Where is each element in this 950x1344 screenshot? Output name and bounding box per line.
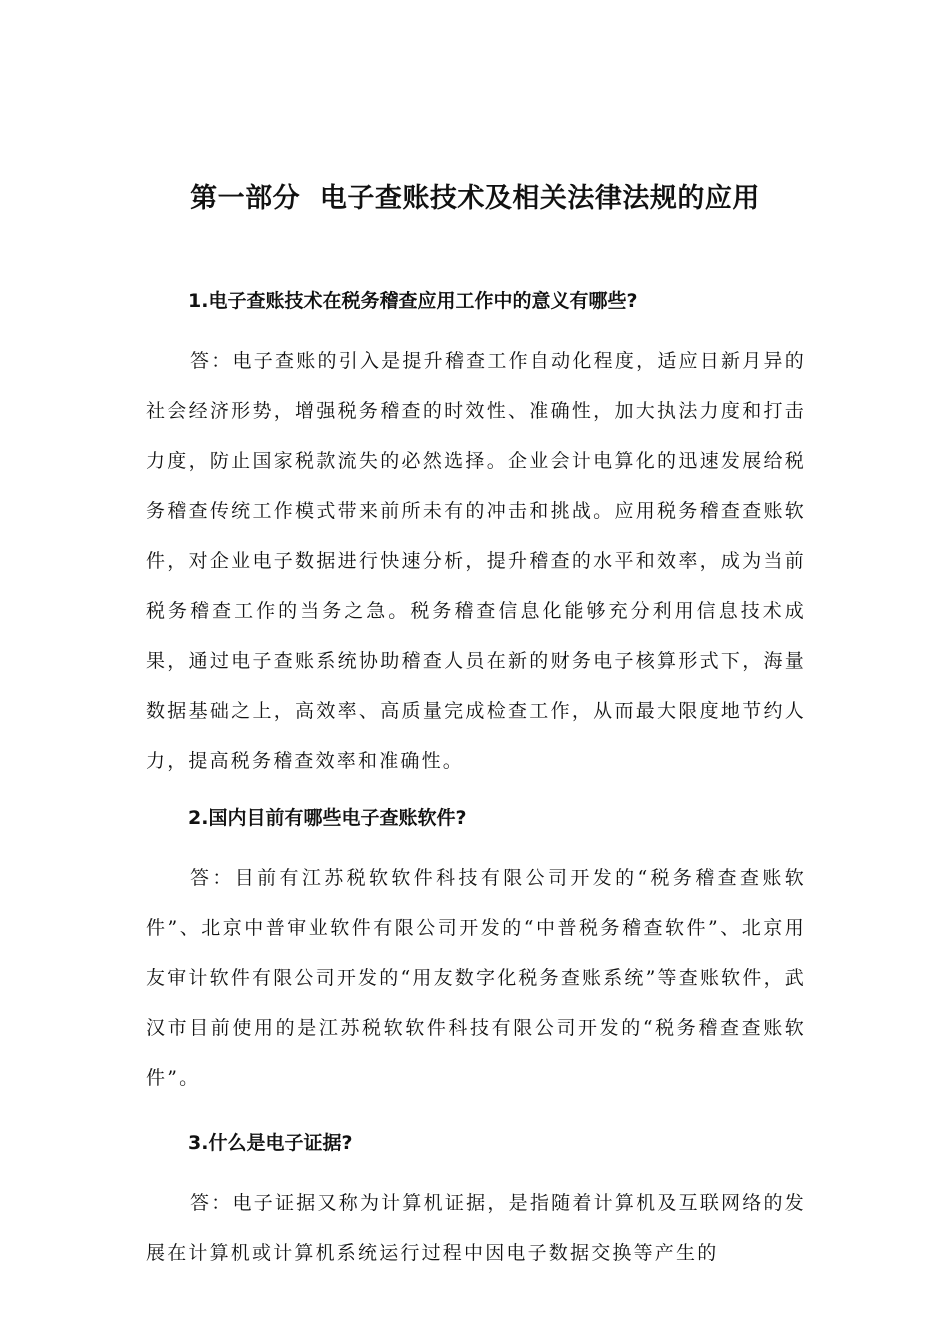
answer-2: 答：目前有江苏税软软件科技有限公司开发的“税务稽查查账软件”、北京中普审业软件有限公司开发的“中普税务稽查软件”、北京用友审计软件有限公司开发的“用友数字化税务查账系统”等查账软件，武汉市目前使用的是江苏税软软件科技有限公司开发的“税务稽查查账软件”。 — [146, 867, 806, 1089]
answer-1: 答：电子查账的引入是提升稽查工作自动化程度，适应日新月异的社会经济形势，增强税务稽查的时效性、准确性，加大执法力度和打击力度，防止国家税款流失的必然选择。企业会计电算化的迅速发展给税务稽查传统工作模式带来前所未有的冲击和挑战。应用税务稽查查账软件，对企业电子数据进行快速分析，提升稽查的水平和效率，成为当前税务稽查工作的当务之急。税务稽查信息化能够充分利用信息技术成果，通过电子查账系统协助稽查人员在新的财务电子核算形式下，海量数据基础之上，高效率、高质量完成检查工作，从而最大限度地节约人力，提高税务稽查效率和准确性。 — [146, 350, 806, 772]
page-title: 第一部分 电子查账技术及相关法律法规的应用 — [190, 183, 760, 214]
question-2: 2.国内目前有哪些电子查账软件? — [188, 807, 467, 829]
answer-3: 答：电子证据又称为计算机证据，是指随着计算机及互联网络的发展在计算机或计算机系统运行过程中因电子数据交换等产生的 — [146, 1192, 806, 1264]
question-3: 3.什么是电子证据? — [188, 1132, 353, 1154]
question-1: 1.电子查账技术在税务稽查应用工作中的意义有哪些? — [188, 290, 638, 312]
document-body — [146, 287, 806, 1278]
